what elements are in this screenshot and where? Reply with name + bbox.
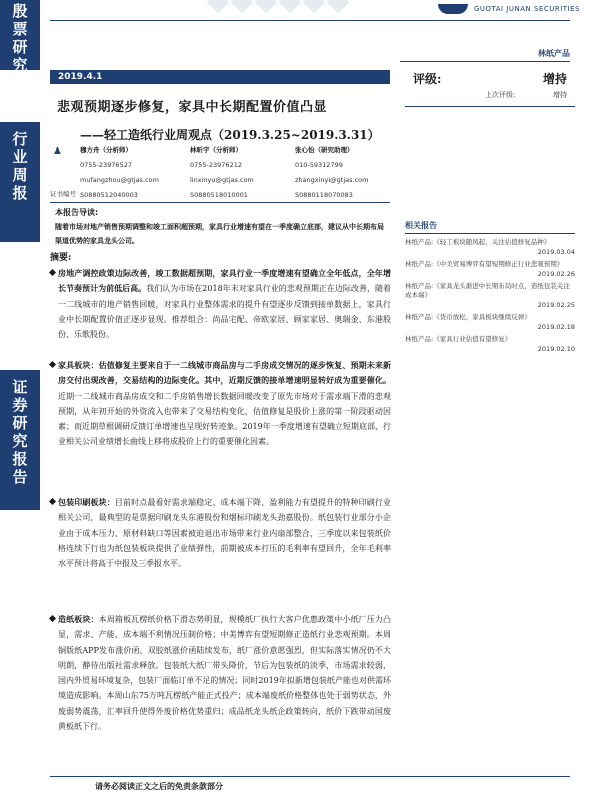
guide-text: 随着市场对地产销售预期调整和竣工面积超预期，家具行业增速有望在一季度确立底部，建议从中长期布局渠道优势的家具龙头公司。 bbox=[55, 223, 384, 245]
summary-paragraph bbox=[58, 266, 391, 342]
rating-value: 增持 bbox=[542, 72, 567, 86]
summary-paragraph bbox=[58, 358, 391, 450]
prev-rating-label: 上次评级: bbox=[485, 91, 516, 99]
sidebar-char: 行 bbox=[12, 130, 28, 148]
paragraph-body: 本周箱板瓦楞纸价格下滑态势明显，规模纸厂执行大客户优惠政策中小纸厂压力凸显，需求、产能、成本端不利情况压制价格；中美博弈有望短期修正造纸行业悲观预期。本周铜版纸APP发布涨价函，双胶纸涨价函陆续发布，纸厂涨价意愿强烈，但实际落实情况仍不大明朗，静待出版社需求释放。包装纸大纸厂带头降价，节后为包装纸的淡季，市场需求较弱，国内外贸易环境复杂，包装厂面临订单不足的情况；同时2019年拟新增包装纸产能也对供需环境造成影响。本周山东75万吨瓦楞纸产能正式投产；成本端废纸价格整体也处于弱势状态，外废弱势震荡，汇率回升使得外废价格优势重归；成品纸龙头纸企政策转向，纸价下跌带动国废黄板纸下行。 bbox=[58, 615, 391, 732]
related-report-date: 2019.03.04 bbox=[537, 248, 575, 256]
paragraph-lead: 家具板块：估值修复主要来自于一二线城市商品房与二手房成交情况的逐步恢复、预期未来新房交付出现改善，交易结构的边际变化。其中，近期反馈的接单增速明显转好成为重要催化。 bbox=[58, 360, 391, 386]
diamond-icon bbox=[207, 0, 230, 13]
header-decoration bbox=[210, 0, 346, 10]
sidebar-band-top bbox=[0, 0, 40, 74]
sidebar-char: 证 bbox=[12, 378, 28, 396]
related-report-date: 2019.02.26 bbox=[537, 270, 575, 278]
paragraph-body: 目前时点最看好需求端稳定、成本端下降、盈利能力有望提升的特种印刷行业相关公司，最典型的是票据印刷龙头东港股份和烟标印刷龙头劲嘉股份。纸包装行业部分小企业由于成本压力、原材料缺口等因素被迫退出市场带来行业内扇部整合，三季度以来包装纸价格连续下行也为纸包装板块提供了业绩弹性，前期被成本打压的毛利率有望回升，全年毛利率水平预计将高于中报及三季报水平。 bbox=[58, 498, 391, 569]
author-cert: S0880118070083 bbox=[295, 191, 353, 199]
author-1 bbox=[80, 145, 190, 199]
diamond-icon bbox=[327, 0, 350, 13]
author-phone: 0755-23976212 bbox=[190, 161, 242, 169]
footer-disclaimer: 请务必阅读正文之后的免责条款部分 bbox=[95, 782, 223, 791]
sidebar-band-securities-report bbox=[0, 370, 40, 510]
author-email[interactable]: linxinyu@gtjas.com bbox=[190, 176, 254, 184]
bullet-icon bbox=[49, 615, 56, 622]
sidebar-band-report-type bbox=[0, 122, 40, 242]
sidebar-char: 券 bbox=[12, 396, 28, 414]
industry-divider bbox=[400, 61, 570, 62]
related-report-date: 2019.02.18 bbox=[537, 323, 575, 331]
diamond-icon bbox=[255, 0, 278, 13]
related-report-date: 2019.02.25 bbox=[537, 301, 575, 309]
industry-tag: 林纸产品 bbox=[538, 49, 570, 58]
sidebar-char: 研 bbox=[12, 414, 28, 432]
guide-heading: 本报告导读: bbox=[55, 208, 99, 217]
sidebar-char: 告 bbox=[12, 468, 28, 486]
author-divider bbox=[50, 202, 390, 203]
related-heading: 相关报告 bbox=[405, 220, 575, 234]
author-email[interactable]: mufangzhou@gtjas.com bbox=[80, 176, 159, 184]
sidebar-char: 殷 bbox=[12, 2, 28, 20]
author-2 bbox=[190, 145, 300, 199]
author-3 bbox=[295, 145, 405, 199]
author-name: 林昕宇（分析师） bbox=[190, 146, 242, 154]
paragraph-lead: 造纸板块： bbox=[58, 614, 99, 624]
related-report-link[interactable]: 林纸产品:《中美贸易博弈有望短期修正行业悲观预期》 bbox=[405, 260, 564, 268]
bullet-icon bbox=[49, 498, 56, 505]
author-phone: 010-59312799 bbox=[295, 161, 343, 169]
author-name: 张心怡（研究助理） bbox=[295, 146, 354, 154]
left-sidebar bbox=[0, 0, 40, 800]
related-report-link[interactable]: 林纸产品:《家具龙头渐进中长期布局时点，造纸包装关注成本端》 bbox=[405, 282, 570, 299]
summary-paragraph bbox=[58, 612, 391, 734]
related-report-link[interactable]: 林纸产品:《轻工板块随风起，关注估值修复品种》 bbox=[405, 238, 551, 246]
rating-box bbox=[405, 66, 575, 106]
diamond-icon bbox=[231, 0, 254, 13]
logo-icon bbox=[438, 4, 468, 14]
paragraph-body: 我们认为市场在2018年末对家具行业的悲观预期正在边际改善，随着一二线城市的地产销售回暖，对家具行业整体需求的提升有望逐步反馈到接单数据上，家具行业中长期配置价值正逐步显现。推荐组合：尚品宅配、帝欧家居、顾家家居、奥瑞金、东港股份、乐歌股份。 bbox=[58, 284, 392, 340]
company-logo bbox=[438, 0, 580, 18]
sidebar-char: 报 bbox=[12, 184, 28, 202]
author-cert: S0880518010001 bbox=[190, 191, 248, 199]
author-email[interactable]: zhangxinyi@gtjas.com bbox=[295, 176, 369, 184]
report-subtitle: ——轻工造纸行业周观点（2019.3.25~2019.3.31） bbox=[80, 128, 380, 142]
paragraph-lead: 包装印刷板块： bbox=[58, 497, 115, 507]
diamond-icon bbox=[303, 0, 326, 13]
rating-divider bbox=[405, 106, 575, 107]
related-report-link[interactable]: 林纸产品:《货币放松，家具板块继续反弹》 bbox=[405, 313, 531, 321]
report-title: 悲观预期逐步修复，家具中长期配置价值凸显 bbox=[57, 100, 328, 115]
sidebar-char: 周 bbox=[12, 166, 28, 184]
sidebar-char: 业 bbox=[12, 148, 28, 166]
sidebar-char: 研 bbox=[12, 38, 28, 56]
sidebar-char: 票 bbox=[12, 20, 28, 38]
paragraph-body: 近期一二线城市商品房成交和二手房销售增长数据回暖改变了原先市场对于需求端下滑的悲观预期，从年初开始的外资流入也带来了交易结构变化，估值修复是股价上涨的第一阶段驱动因素；而近期草根调研反馈订单增速也呈现好转迹象。2019年一季度增速有望确立短期底部，行业相关公司业绩增长曲线上移将成股价上行的重要催化因素。 bbox=[58, 391, 391, 447]
header-divider bbox=[50, 20, 570, 21]
report-date: 2019.4.1 bbox=[50, 70, 390, 84]
footer-divider bbox=[50, 776, 570, 777]
page-header bbox=[40, 0, 600, 22]
sidebar-char: 究 bbox=[12, 56, 28, 74]
sidebar-char: 报 bbox=[12, 450, 28, 468]
author-phone: 0755-23976527 bbox=[80, 161, 132, 169]
sidebar-char: 究 bbox=[12, 432, 28, 450]
bullet-icon bbox=[49, 361, 56, 368]
prev-rating-value: 增持 bbox=[553, 91, 567, 99]
cert-label: 证书编号 bbox=[50, 190, 76, 198]
related-report-date: 2019.02.10 bbox=[537, 345, 575, 353]
summary-paragraph bbox=[58, 495, 391, 571]
person-icon: ♟ bbox=[53, 146, 62, 157]
diamond-icon bbox=[279, 0, 302, 13]
bullet-icon bbox=[49, 269, 56, 276]
author-cert: S0880512040003 bbox=[80, 191, 138, 199]
related-report-link[interactable]: 林纸产品:《家具行业估值有望修复》 bbox=[405, 335, 512, 343]
logo-text: GUOTAI JUNAN SECURITIES bbox=[473, 5, 580, 13]
summary-heading: 摘要: bbox=[50, 253, 72, 263]
related-reports bbox=[405, 220, 575, 353]
author-name: 穆方舟（分析师） bbox=[80, 146, 132, 154]
rating-label: 评级: bbox=[413, 72, 442, 86]
paragraph-lead: 房地产调控政策边际改善，竣工数据超预期，家具行业一季度增速有望确立全年低点，全年增长节奏预计为前低后高。 bbox=[58, 268, 391, 294]
